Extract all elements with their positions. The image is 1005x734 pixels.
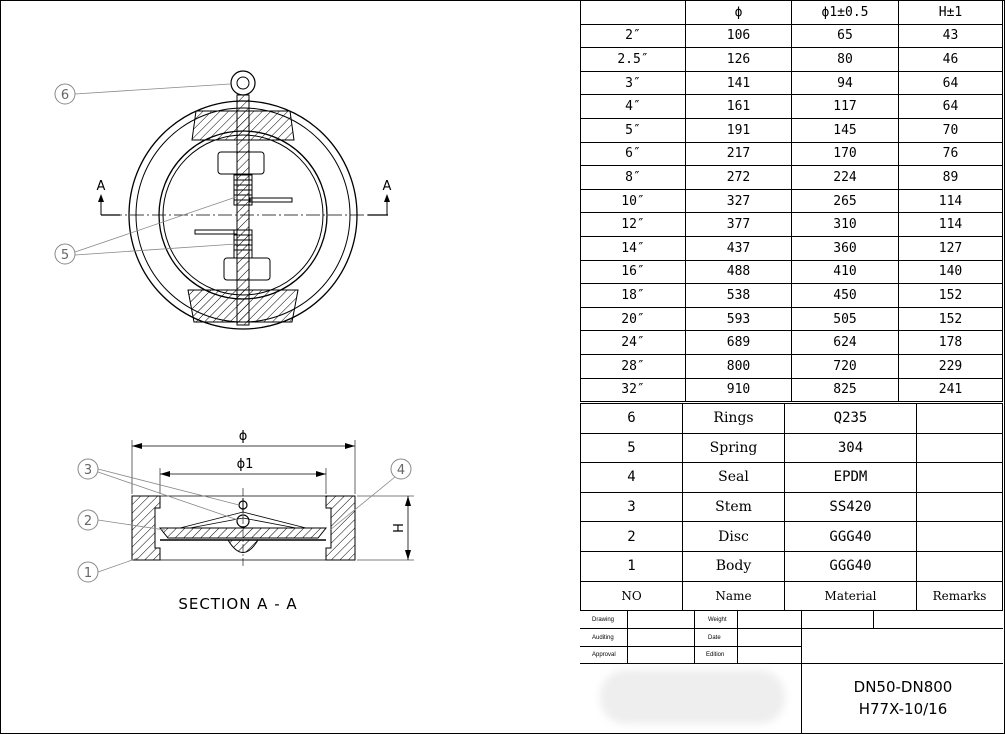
cell-size: 4″ bbox=[581, 95, 686, 119]
part-material: EPDM bbox=[785, 463, 917, 493]
cell-phi1: 94 bbox=[792, 71, 899, 95]
part-no: 3 bbox=[581, 492, 683, 522]
dimension-table bbox=[580, 0, 1003, 402]
cell-h: 76 bbox=[899, 142, 1003, 166]
cell-size: 32″ bbox=[581, 378, 686, 402]
cell-phi1: 80 bbox=[792, 48, 899, 72]
cell-phi: 191 bbox=[686, 118, 792, 142]
parts-header-row bbox=[581, 581, 1003, 611]
cell-phi: 910 bbox=[686, 378, 792, 402]
cell-size: 12″ bbox=[581, 213, 686, 237]
cell-h: 241 bbox=[899, 378, 1003, 402]
part-remarks bbox=[917, 463, 1003, 493]
svg-text:6: 6 bbox=[60, 88, 70, 103]
label-auditing: Auditing bbox=[592, 635, 614, 641]
cell-phi: 126 bbox=[686, 48, 792, 72]
part-name: Rings bbox=[683, 404, 785, 434]
header-cell: H±1 bbox=[899, 1, 1003, 25]
part-material: GGG40 bbox=[785, 551, 917, 581]
table-row bbox=[581, 71, 1003, 95]
table-row bbox=[581, 284, 1003, 308]
label-approval: Approval bbox=[592, 652, 616, 658]
stem bbox=[237, 95, 249, 325]
cell-size: 5″ bbox=[581, 118, 686, 142]
cell-h: 70 bbox=[899, 118, 1003, 142]
part-no: 1 bbox=[581, 551, 683, 581]
cell-phi: 689 bbox=[686, 331, 792, 355]
redacted-logo-area bbox=[600, 670, 785, 724]
dim-phi: ϕ bbox=[238, 429, 248, 444]
cell-size: 2″ bbox=[581, 24, 686, 48]
cell-size: 24″ bbox=[581, 331, 686, 355]
parts-row bbox=[581, 404, 1003, 434]
table-row bbox=[581, 166, 1003, 190]
parts-header-remarks: Remarks bbox=[917, 581, 1003, 611]
table-row bbox=[581, 142, 1003, 166]
cell-h: 140 bbox=[899, 260, 1003, 284]
cell-size: 8″ bbox=[581, 166, 686, 190]
table-row bbox=[581, 331, 1003, 355]
part-material: 304 bbox=[785, 433, 917, 463]
cell-phi1: 505 bbox=[792, 307, 899, 331]
cell-phi: 800 bbox=[686, 354, 792, 378]
cell-phi1: 117 bbox=[792, 95, 899, 119]
header-cell: ϕ1±0.5 bbox=[792, 1, 899, 25]
table-row bbox=[581, 48, 1003, 72]
parts-row bbox=[581, 433, 1003, 463]
cell-phi1: 825 bbox=[792, 378, 899, 402]
parts-list-table bbox=[580, 403, 1003, 611]
cell-phi1: 65 bbox=[792, 24, 899, 48]
cell-h: 43 bbox=[899, 24, 1003, 48]
cell-phi: 538 bbox=[686, 284, 792, 308]
cell-size: 10″ bbox=[581, 189, 686, 213]
cell-phi: 377 bbox=[686, 213, 792, 237]
cell-phi: 593 bbox=[686, 307, 792, 331]
svg-text:2: 2 bbox=[83, 514, 93, 529]
parts-header-no: NO bbox=[581, 581, 683, 611]
cell-phi: 437 bbox=[686, 236, 792, 260]
part-no: 2 bbox=[581, 522, 683, 552]
cell-phi1: 720 bbox=[792, 354, 899, 378]
cell-size: 14″ bbox=[581, 236, 686, 260]
cell-phi1: 145 bbox=[792, 118, 899, 142]
part-no: 5 bbox=[581, 433, 683, 463]
cell-h: 46 bbox=[899, 48, 1003, 72]
table-row bbox=[581, 24, 1003, 48]
table-row bbox=[581, 354, 1003, 378]
section-mark-right: A bbox=[382, 179, 392, 194]
parts-row bbox=[581, 463, 1003, 493]
part-name: Body bbox=[683, 551, 785, 581]
part-remarks bbox=[917, 492, 1003, 522]
part-material: Q235 bbox=[785, 404, 917, 434]
section-view bbox=[78, 429, 414, 613]
table-header-row bbox=[581, 1, 1003, 25]
cell-phi1: 450 bbox=[792, 284, 899, 308]
cell-h: 114 bbox=[899, 213, 1003, 237]
part-remarks bbox=[917, 433, 1003, 463]
cell-size: 3″ bbox=[581, 71, 686, 95]
cell-phi: 488 bbox=[686, 260, 792, 284]
cell-size: 16″ bbox=[581, 260, 686, 284]
cell-size: 28″ bbox=[581, 354, 686, 378]
parts-row bbox=[581, 551, 1003, 581]
parts-row bbox=[581, 522, 1003, 552]
drawing-title-line1: DN50-DN800 bbox=[853, 678, 953, 696]
cell-h: 127 bbox=[899, 236, 1003, 260]
label-weight: Weight bbox=[708, 617, 727, 623]
section-label: SECTION A - A bbox=[178, 595, 298, 613]
table-row bbox=[581, 236, 1003, 260]
svg-text:5: 5 bbox=[60, 248, 70, 263]
cell-phi: 217 bbox=[686, 142, 792, 166]
table-row bbox=[581, 307, 1003, 331]
header-cell: ϕ bbox=[686, 1, 792, 25]
part-remarks bbox=[917, 551, 1003, 581]
parts-header-name: Name bbox=[683, 581, 785, 611]
cell-phi1: 624 bbox=[792, 331, 899, 355]
parts-header-material: Material bbox=[785, 581, 917, 611]
cell-phi: 161 bbox=[686, 95, 792, 119]
cell-size: 2.5″ bbox=[581, 48, 686, 72]
part-material: GGG40 bbox=[785, 522, 917, 552]
header-cell bbox=[581, 1, 686, 25]
part-remarks bbox=[917, 404, 1003, 434]
cell-h: 64 bbox=[899, 95, 1003, 119]
cell-h: 89 bbox=[899, 166, 1003, 190]
table-row bbox=[581, 95, 1003, 119]
dim-h: H bbox=[392, 523, 407, 533]
cell-h: 178 bbox=[899, 331, 1003, 355]
svg-text:1: 1 bbox=[83, 566, 93, 581]
table-row bbox=[581, 260, 1003, 284]
dim-phi1: ϕ1 bbox=[236, 457, 254, 472]
drawing-title-line2: H77X-10/16 bbox=[858, 700, 948, 718]
cell-h: 152 bbox=[899, 284, 1003, 308]
cell-size: 6″ bbox=[581, 142, 686, 166]
table-row bbox=[581, 118, 1003, 142]
part-material: SS420 bbox=[785, 492, 917, 522]
cell-phi1: 170 bbox=[792, 142, 899, 166]
cell-phi1: 265 bbox=[792, 189, 899, 213]
label-drawing: Drawing bbox=[592, 617, 615, 623]
cell-h: 152 bbox=[899, 307, 1003, 331]
cell-phi: 327 bbox=[686, 189, 792, 213]
cell-phi: 141 bbox=[686, 71, 792, 95]
label-edition: Edition bbox=[706, 652, 725, 658]
cell-phi: 106 bbox=[686, 24, 792, 48]
parts-row bbox=[581, 492, 1003, 522]
cell-h: 229 bbox=[899, 354, 1003, 378]
part-name: Stem bbox=[683, 492, 785, 522]
part-name: Disc bbox=[683, 522, 785, 552]
cell-phi1: 360 bbox=[792, 236, 899, 260]
table-row bbox=[581, 213, 1003, 237]
part-no: 6 bbox=[581, 404, 683, 434]
cell-phi1: 410 bbox=[792, 260, 899, 284]
cell-phi1: 310 bbox=[792, 213, 899, 237]
part-no: 4 bbox=[581, 463, 683, 493]
spring-upper bbox=[234, 175, 252, 205]
cell-phi: 272 bbox=[686, 166, 792, 190]
table-row bbox=[581, 189, 1003, 213]
cell-phi1: 224 bbox=[792, 166, 899, 190]
cell-h: 114 bbox=[899, 189, 1003, 213]
lifting-ring bbox=[231, 71, 255, 95]
section-mark-left: A bbox=[96, 179, 106, 194]
part-name: Seal bbox=[683, 463, 785, 493]
cell-h: 64 bbox=[899, 71, 1003, 95]
part-name: Spring bbox=[683, 433, 785, 463]
front-view bbox=[55, 71, 392, 329]
svg-text:3: 3 bbox=[83, 463, 93, 478]
label-date: Date bbox=[708, 635, 721, 641]
svg-text:4: 4 bbox=[396, 463, 406, 478]
part-remarks bbox=[917, 522, 1003, 552]
cell-size: 20″ bbox=[581, 307, 686, 331]
table-row bbox=[581, 378, 1003, 402]
cell-size: 18″ bbox=[581, 284, 686, 308]
